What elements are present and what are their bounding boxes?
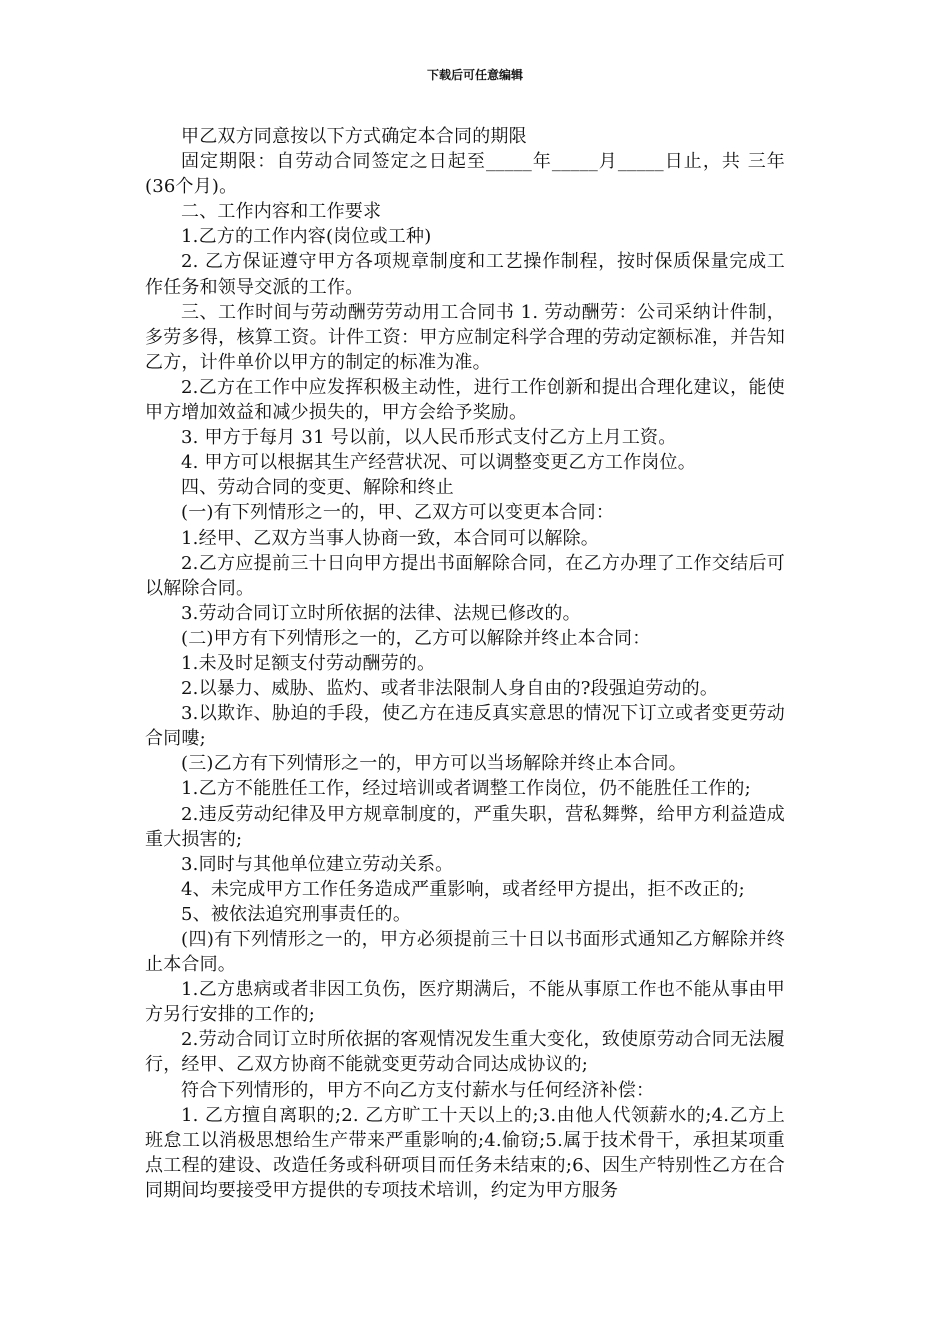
paragraph-27: 2.劳动合同订立时所依据的客观情况发生重大变化，致使原劳动合同无法履行，经甲、乙双方协商不能就变更劳动合同达成协议的; <box>145 1029 785 1076</box>
paragraph-1: 甲乙双方同意按以下方式确定本合同的期限 <box>181 126 527 147</box>
paragraph-12: 1.经甲、乙双方当事人协商一致，本合同可以解除。 <box>181 527 599 549</box>
paragraph-9: 4. 甲方可以根据其生产经营状况、可以调整变更乙方工作岗位。 <box>181 452 696 474</box>
paragraph-25: (四)有下列情形之一的，甲方必须提前三十日以书面形式通知乙方解除并终止本合同。 <box>145 929 785 976</box>
paragraph-15: (二)甲方有下列情形之一的，乙方可以解除并终止本合同： <box>181 627 651 649</box>
paragraph-2: 固定期限：自劳动合同签定之日起至_____年_____月_____日止，共 三年(36个月)。 <box>145 151 785 198</box>
paragraph-18: 3.以欺诈、胁迫的手段，使乙方在违反真实意思的情况下订立或者变更劳动合同嘍; <box>145 703 785 750</box>
paragraph-6: 三、工作时间与劳动酬劳劳动用工合同书 1. 劳动酬劳：公司采纳计件制，多劳多得，核算工资。计件工资：甲方应制定科学合理的劳动定额标准，并告知乙方，计件单价以甲方的制定的标准为准。 <box>145 301 785 373</box>
paragraph-3: 二、工作内容和工作要求 <box>181 201 382 223</box>
paragraph-7: 2.乙方在工作中应发挥积极主动性，进行工作创新和提出合理化建议，能使甲方增加效益和减少损失的，甲方会给予奖励。 <box>145 376 785 424</box>
paragraph-20: 1.乙方不能胜任工作，经过培训或者调整工作岗位，仍不能胜任工作的; <box>181 778 751 800</box>
paragraph-23: 4、未完成甲方工作任务造成严重影响，或者经甲方提出，拒不改正的; <box>181 878 745 900</box>
document-body <box>145 124 785 1203</box>
page-header: 下载后可任意编辑 <box>426 68 523 82</box>
paragraph-4: 1.乙方的工作内容(岗位或工种) <box>181 226 432 248</box>
paragraph-24: 5、被依法追究刑事责任的。 <box>181 903 412 925</box>
paragraph-13: 2.乙方应提前三十日向甲方提出书面解除合同，在乙方办理了工作交结后可以解除合同。 <box>145 552 785 599</box>
paragraph-28: 符合下列情形的，甲方不向乙方支付薪水与任何经济补偿： <box>181 1079 655 1101</box>
paragraph-10: 四、劳动合同的变更、解除和终止 <box>181 477 454 499</box>
paragraph-5: 2. 乙方保证遵守甲方各项规章制度和工艺操作制程，按时保质保量完成工作任务和领导交派的工作。 <box>145 251 785 298</box>
paragraph-22: 3.同时与其他单位建立劳动关系。 <box>181 853 454 875</box>
paragraph-19: (三)乙方有下列情形之一的，甲方可以当场解除并终止本合同。 <box>181 753 687 775</box>
paragraph-17: 2.以暴力、威胁、监灼、或者非法限制人身自由的?段强迫劳动的。 <box>181 678 719 700</box>
paragraph-16: 1.未及时足额支付劳动酬劳的。 <box>181 652 436 674</box>
paragraph-8: 3. 甲方于每月 31 号以前，以人民币形式支付乙方上月工资。 <box>181 427 677 449</box>
paragraph-29: 1. 乙方擅自离职的;2. 乙方旷工十天以上的;3.由他人代领薪水的;4.乙方上班怠工以消极思想给生产带来严重影响的;4.偷窃;5.属于技术骨干，承担某项重点工程的建设、改造任务或科研项目而任务未结束的;6、因生产特别性乙方在合同期间均要接受甲方提供的专项技术培训，约定为甲方服务 <box>145 1104 785 1201</box>
paragraph-14: 3.劳动合同订立时所依据的法律、法规已修改的。 <box>181 602 581 624</box>
paragraph-21: 2.违反劳动纪律及甲方规章制度的，严重失职，营私舞弊，给甲方利益造成重大损害的; <box>145 803 785 850</box>
paragraph-11: (一)有下列情形之一的，甲、乙双方可以变更本合同： <box>181 502 615 524</box>
paragraph-26: 1.乙方患病或者非因工负伤，医疗期满后，不能从事原工作也不能从事由甲方另行安排的工作的; <box>145 979 785 1026</box>
